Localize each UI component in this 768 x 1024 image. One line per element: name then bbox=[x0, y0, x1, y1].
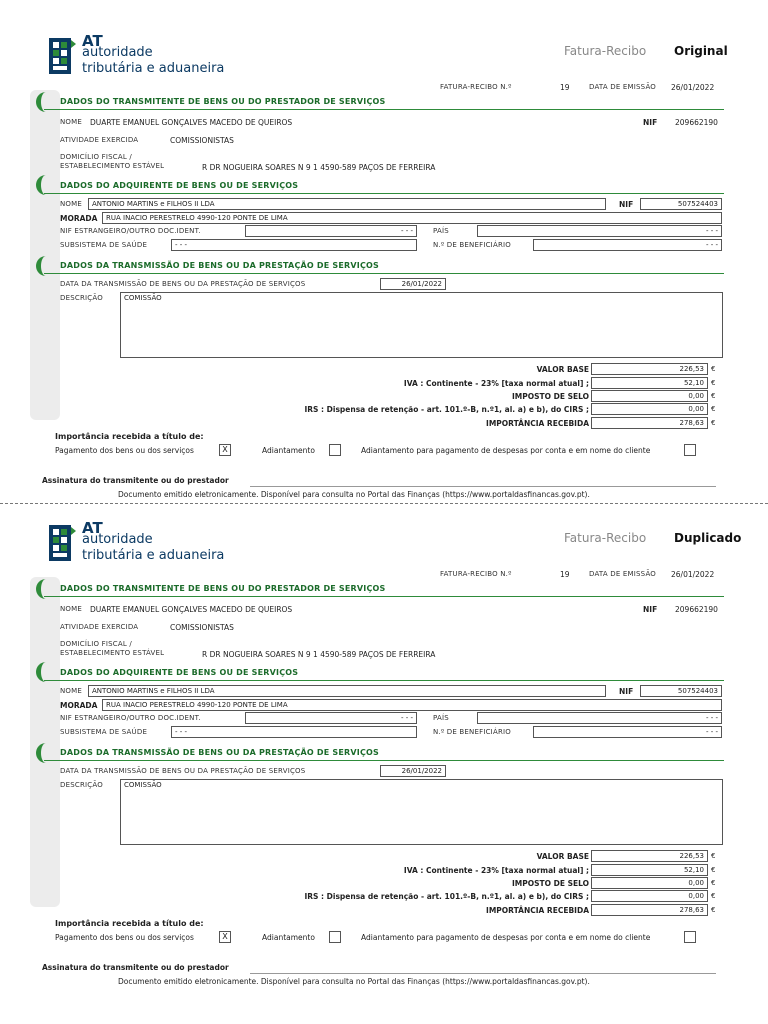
document-type: Fatura-Recibo bbox=[564, 44, 647, 58]
base-label: VALOR BASE bbox=[536, 365, 589, 374]
transaction-date-label: DATA DA TRANSMISSÃO DE BENS OU DA PRESTAÇÃO DE SERVIÇOS bbox=[60, 280, 306, 288]
payment-option-advance-label: Adiantamento bbox=[262, 933, 315, 942]
buyer-foreign-nif-field: - - - bbox=[245, 225, 417, 237]
buyer-country-label: PAÍS bbox=[433, 227, 449, 235]
iva-label: IVA : Continente - 23% [taxa normal atual] ; bbox=[403, 866, 589, 875]
received-field: 278,63 bbox=[591, 904, 708, 916]
buyer-health-field: - - - bbox=[171, 239, 417, 251]
payment-option-goods-checkbox[interactable]: X bbox=[219, 444, 231, 456]
buyer-section-title: DADOS DO ADQUIRENTE DE BENS OU DE SERVIÇOS bbox=[60, 181, 299, 190]
seller-address-label-2: ESTABELECIMENTO ESTÁVEL bbox=[60, 649, 165, 657]
buyer-beneficiary-label: N.º DE BENEFICIÁRIO bbox=[433, 728, 511, 736]
invoice-number-label: FATURA-RECIBO N.º bbox=[440, 570, 512, 578]
issue-date: 26/01/2022 bbox=[671, 570, 715, 579]
seller-name: DUARTE EMANUEL GONÇALVES MACEDO DE QUEIROS bbox=[90, 605, 293, 614]
description-label: DESCRIÇÃO bbox=[60, 781, 103, 789]
buyer-section-title: DADOS DO ADQUIRENTE DE BENS OU DE SERVIÇOS bbox=[60, 668, 299, 677]
buyer-address-field: RUA INACIO PERESTRELO 4990-120 PONTE DE LIMA bbox=[102, 699, 722, 711]
copy-label: Duplicado bbox=[674, 531, 742, 545]
base-field: 226,53 bbox=[591, 363, 708, 375]
seller-activity: COMISSIONISTAS bbox=[170, 136, 234, 145]
description-field: COMISSÃO bbox=[120, 292, 723, 358]
transaction-section-title: DADOS DA TRANSMISSÃO DE BENS OU DA PRESTAÇÃO DE SERVIÇOS bbox=[60, 261, 379, 270]
payment-option-advance-checkbox[interactable] bbox=[329, 444, 341, 456]
seller-address-label-1: DOMICÍLIO FISCAL / bbox=[60, 153, 132, 161]
transaction-date-label: DATA DA TRANSMISSÃO DE BENS OU DA PRESTAÇÃO DE SERVIÇOS bbox=[60, 767, 306, 775]
seller-name-label: NOME bbox=[60, 605, 83, 613]
buyer-address-label: MORADA bbox=[60, 701, 98, 710]
buyer-beneficiary-field: - - - bbox=[533, 239, 722, 251]
buyer-country-field: - - - bbox=[477, 225, 722, 237]
buyer-name-field: ANTONIO MARTINS e FILHOS II LDA bbox=[88, 685, 606, 697]
buyer-name-field: ANTONIO MARTINS e FILHOS II LDA bbox=[88, 198, 606, 210]
section-divider bbox=[44, 109, 724, 110]
buyer-address-label: MORADA bbox=[60, 214, 98, 223]
payment-title: Importância recebida a título de: bbox=[55, 919, 204, 928]
currency-symbol: € bbox=[711, 365, 716, 373]
logo-line-2: tributária e aduaneira bbox=[82, 61, 225, 76]
payment-option-expenses-label: Adiantamento para pagamento de despesas por conta e em nome do cliente bbox=[361, 933, 651, 942]
signature-label: Assinatura do transmitente ou do prestador bbox=[42, 476, 229, 485]
buyer-foreign-nif-label: NIF ESTRANGEIRO/OUTRO DOC.IDENT. bbox=[60, 227, 201, 235]
buyer-address-field: RUA INACIO PERESTRELO 4990-120 PONTE DE LIMA bbox=[102, 212, 722, 224]
buyer-foreign-nif-field: - - - bbox=[245, 712, 417, 724]
section-divider bbox=[44, 596, 724, 597]
at-logo-icon bbox=[47, 523, 77, 563]
footer-note: Documento emitido eletronicamente. Disponível para consulta no Portal das Finanças (https://www.portaldasfinancas.gov.pt). bbox=[118, 977, 590, 986]
stamp-field: 0,00 bbox=[591, 877, 708, 889]
invoice-copy-duplicate bbox=[0, 487, 768, 986]
invoice-copy-original bbox=[0, 0, 768, 499]
received-label: IMPORTÂNCIA RECEBIDA bbox=[486, 419, 589, 428]
currency-symbol: € bbox=[711, 405, 716, 413]
buyer-nif-label: NIF bbox=[619, 687, 634, 696]
iva-label: IVA : Continente - 23% [taxa normal atual] ; bbox=[403, 379, 589, 388]
issue-date: 26/01/2022 bbox=[671, 83, 715, 92]
section-divider bbox=[44, 273, 724, 274]
seller-nif-label: NIF bbox=[643, 118, 658, 127]
base-field: 226,53 bbox=[591, 850, 708, 862]
stamp-field: 0,00 bbox=[591, 390, 708, 402]
section-marker bbox=[36, 662, 50, 682]
description-field: COMISSÃO bbox=[120, 779, 723, 845]
buyer-health-label: SUBSISTEMA DE SAÚDE bbox=[60, 728, 148, 736]
currency-symbol: € bbox=[711, 852, 716, 860]
logo-at-text: AT bbox=[82, 519, 103, 537]
signature-line bbox=[250, 973, 716, 974]
seller-activity: COMISSIONISTAS bbox=[170, 623, 234, 632]
buyer-name-label: NOME bbox=[60, 200, 83, 208]
signature-label: Assinatura do transmitente ou do prestador bbox=[42, 963, 229, 972]
payment-option-goods-label: Pagamento dos bens ou dos serviços bbox=[55, 446, 194, 455]
logo-at-text: AT bbox=[82, 32, 103, 50]
copy-label: Original bbox=[674, 44, 728, 58]
invoice-number-label: FATURA-RECIBO N.º bbox=[440, 83, 512, 91]
issue-date-label: DATA DE EMISSÃO bbox=[589, 83, 657, 91]
payment-option-advance-label: Adiantamento bbox=[262, 446, 315, 455]
buyer-nif-field: 507524403 bbox=[640, 198, 722, 210]
seller-activity-label: ATIVIDADE EXERCIDA bbox=[60, 623, 139, 631]
seller-address: R DR NOGUEIRA SOARES N 9 1 4590-589 PAÇOS DE FERREIRA bbox=[202, 163, 436, 172]
logo-line-1: autoridade bbox=[82, 532, 153, 547]
stamp-label: IMPOSTO DE SELO bbox=[511, 879, 589, 888]
seller-activity-label: ATIVIDADE EXERCIDA bbox=[60, 136, 139, 144]
document-type: Fatura-Recibo bbox=[564, 531, 647, 545]
payment-option-goods-checkbox[interactable]: X bbox=[219, 931, 231, 943]
transaction-section-title: DADOS DA TRANSMISSÃO DE BENS OU DA PRESTAÇÃO DE SERVIÇOS bbox=[60, 748, 379, 757]
irs-field: 0,00 bbox=[591, 890, 708, 902]
iva-field: 52,10 bbox=[591, 864, 708, 876]
section-divider bbox=[44, 193, 724, 194]
buyer-health-label: SUBSISTEMA DE SAÚDE bbox=[60, 241, 148, 249]
currency-symbol: € bbox=[711, 379, 716, 387]
currency-symbol: € bbox=[711, 906, 716, 914]
issue-date-label: DATA DE EMISSÃO bbox=[589, 570, 657, 578]
buyer-name-label: NOME bbox=[60, 687, 83, 695]
buyer-beneficiary-label: N.º DE BENEFICIÁRIO bbox=[433, 241, 511, 249]
buyer-foreign-nif-label: NIF ESTRANGEIRO/OUTRO DOC.IDENT. bbox=[60, 714, 201, 722]
stamp-label: IMPOSTO DE SELO bbox=[511, 392, 589, 401]
section-divider bbox=[44, 760, 724, 761]
received-field: 278,63 bbox=[591, 417, 708, 429]
seller-address: R DR NOGUEIRA SOARES N 9 1 4590-589 PAÇOS DE FERREIRA bbox=[202, 650, 436, 659]
base-label: VALOR BASE bbox=[536, 852, 589, 861]
payment-option-advance-checkbox[interactable] bbox=[329, 931, 341, 943]
at-logo-icon bbox=[47, 36, 77, 76]
buyer-nif-field: 507524403 bbox=[640, 685, 722, 697]
invoice-number: 19 bbox=[560, 570, 570, 579]
seller-address-label-1: DOMICÍLIO FISCAL / bbox=[60, 640, 132, 648]
seller-nif: 209662190 bbox=[675, 118, 718, 127]
payment-option-expenses-label: Adiantamento para pagamento de despesas por conta e em nome do cliente bbox=[361, 446, 651, 455]
seller-section-title: DADOS DO TRANSMITENTE DE BENS OU DO PRESTADOR DE SERVIÇOS bbox=[60, 97, 386, 106]
seller-name: DUARTE EMANUEL GONÇALVES MACEDO DE QUEIROS bbox=[90, 118, 293, 127]
watermark-band bbox=[30, 577, 60, 907]
footer-note: Documento emitido eletronicamente. Disponível para consulta no Portal das Finanças (https://www.portaldasfinancas.gov.pt). bbox=[118, 490, 590, 499]
logo-line-1: autoridade bbox=[82, 45, 153, 60]
seller-nif: 209662190 bbox=[675, 605, 718, 614]
irs-label: IRS : Dispensa de retenção - art. 101.º-B, n.º1, al. a) e b), do CIRS ; bbox=[304, 892, 589, 901]
transaction-date-field: 26/01/2022 bbox=[380, 765, 446, 777]
buyer-beneficiary-field: - - - bbox=[533, 726, 722, 738]
iva-field: 52,10 bbox=[591, 377, 708, 389]
seller-nif-label: NIF bbox=[643, 605, 658, 614]
buyer-country-field: - - - bbox=[477, 712, 722, 724]
logo-line-2: tributária e aduaneira bbox=[82, 548, 225, 563]
invoice-number: 19 bbox=[560, 83, 570, 92]
buyer-health-field: - - - bbox=[171, 726, 417, 738]
currency-symbol: € bbox=[711, 392, 716, 400]
seller-address-label-2: ESTABELECIMENTO ESTÁVEL bbox=[60, 162, 165, 170]
currency-symbol: € bbox=[711, 879, 716, 887]
received-label: IMPORTÂNCIA RECEBIDA bbox=[486, 906, 589, 915]
seller-section-title: DADOS DO TRANSMITENTE DE BENS OU DO PRESTADOR DE SERVIÇOS bbox=[60, 584, 386, 593]
seller-name-label: NOME bbox=[60, 118, 83, 126]
currency-symbol: € bbox=[711, 866, 716, 874]
payment-title: Importância recebida a título de: bbox=[55, 432, 204, 441]
transaction-date-field: 26/01/2022 bbox=[380, 278, 446, 290]
irs-label: IRS : Dispensa de retenção - art. 101.º-B, n.º1, al. a) e b), do CIRS ; bbox=[304, 405, 589, 414]
currency-symbol: € bbox=[711, 892, 716, 900]
watermark-band bbox=[30, 90, 60, 420]
description-label: DESCRIÇÃO bbox=[60, 294, 103, 302]
section-divider bbox=[44, 680, 724, 681]
currency-symbol: € bbox=[711, 419, 716, 427]
buyer-nif-label: NIF bbox=[619, 200, 634, 209]
buyer-country-label: PAÍS bbox=[433, 714, 449, 722]
section-marker bbox=[36, 175, 50, 195]
payment-option-expenses-checkbox[interactable] bbox=[684, 444, 696, 456]
payment-option-goods-label: Pagamento dos bens ou dos serviços bbox=[55, 933, 194, 942]
payment-option-expenses-checkbox[interactable] bbox=[684, 931, 696, 943]
irs-field: 0,00 bbox=[591, 403, 708, 415]
